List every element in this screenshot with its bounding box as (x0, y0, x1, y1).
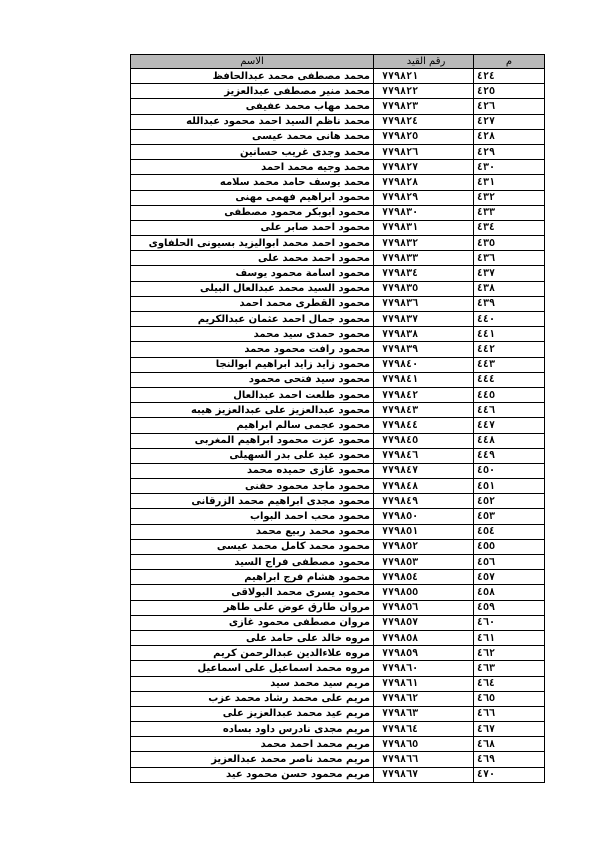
row-serial-number: ٤٢٨ (474, 129, 545, 144)
table-row (131, 312, 545, 327)
row-name: مريم محمود حسن محمود عيد (131, 767, 374, 782)
row-serial-number: ٤٥٦ (474, 555, 545, 570)
row-name: محمود جمال احمد عثمان عبدالكريم (131, 312, 374, 327)
header-serial-number: م (474, 55, 545, 69)
table-row (131, 357, 545, 372)
row-registration-number: ٧٧٩٨٥٨ (374, 630, 474, 645)
row-serial-number: ٤٤٥ (474, 387, 545, 402)
row-name: محمود محمد كامل محمد عيسى (131, 539, 374, 554)
table-row (131, 767, 545, 782)
row-serial-number: ٤٢٥ (474, 84, 545, 99)
row-name: مروان طارق عوض على طاهر (131, 600, 374, 615)
table-row (131, 205, 545, 220)
table-row (131, 403, 545, 418)
row-serial-number: ٤٤٢ (474, 342, 545, 357)
table-row (131, 220, 545, 235)
table-row (131, 418, 545, 433)
row-serial-number: ٤٢٧ (474, 114, 545, 129)
table-row (131, 160, 545, 175)
row-name: مروه علاءالدين عبدالرحمن كريم (131, 646, 374, 661)
table-row (131, 281, 545, 296)
table-row (131, 661, 545, 676)
row-registration-number: ٧٧٩٨٦٠ (374, 661, 474, 676)
row-registration-number: ٧٧٩٨٢٦ (374, 144, 474, 159)
row-registration-number: ٧٧٩٨٣٤ (374, 266, 474, 281)
row-name: محمد منير مصطفى عبدالعزيز (131, 84, 374, 99)
row-registration-number: ٧٧٩٨٢٤ (374, 114, 474, 129)
row-name: مروه محمد اسماعيل على اسماعيل (131, 661, 374, 676)
row-name: مروان مصطفى محمود غازى (131, 615, 374, 630)
row-registration-number: ٧٧٩٨٥٦ (374, 600, 474, 615)
row-serial-number: ٤٤٣ (474, 357, 545, 372)
row-serial-number: ٤٦٢ (474, 646, 545, 661)
row-registration-number: ٧٧٩٨٢٥ (374, 129, 474, 144)
row-serial-number: ٤٥١ (474, 479, 545, 494)
row-registration-number: ٧٧٩٨٣٢ (374, 236, 474, 251)
table-row (131, 266, 545, 281)
row-serial-number: ٤٣٤ (474, 220, 545, 235)
names-table (130, 54, 545, 783)
table-row (131, 676, 545, 691)
row-registration-number: ٧٧٩٨٤٩ (374, 494, 474, 509)
row-serial-number: ٤٣٠ (474, 160, 545, 175)
row-name: محمود زايد زايد ابراهيم ابوالنجا (131, 357, 374, 372)
table-body (131, 69, 545, 783)
row-name: مريم مجدى نادرس داود بساده (131, 722, 374, 737)
table-row (131, 342, 545, 357)
row-name: محمود محب احمد البواب (131, 509, 374, 524)
table-row (131, 69, 545, 84)
row-registration-number: ٧٧٩٨٣٠ (374, 205, 474, 220)
row-registration-number: ٧٧٩٨٦٧ (374, 767, 474, 782)
row-name: محمود احمد محمد ابواليزيد بسيونى الحلفاوى (131, 236, 374, 251)
row-name: محمود عيد على بدر السهيلى (131, 448, 374, 463)
row-name: محمود ماجد محمود حفنى (131, 479, 374, 494)
table-row (131, 327, 545, 342)
row-serial-number: ٤٦٩ (474, 752, 545, 767)
table-row (131, 372, 545, 387)
table-row (131, 433, 545, 448)
row-serial-number: ٤٣٥ (474, 236, 545, 251)
row-serial-number: ٤٣٩ (474, 296, 545, 311)
row-name: مريم سيد محمد سيد (131, 676, 374, 691)
row-serial-number: ٤٦٣ (474, 661, 545, 676)
row-name: محمود عبدالعزيز على عبدالعزيز هيبه (131, 403, 374, 418)
row-name: محمود هشام فرج ابراهيم (131, 570, 374, 585)
row-registration-number: ٧٧٩٨٥٤ (374, 570, 474, 585)
row-serial-number: ٤٥٧ (474, 570, 545, 585)
row-serial-number: ٤٦٠ (474, 615, 545, 630)
row-registration-number: ٧٧٩٨٢٢ (374, 84, 474, 99)
row-name: محمد مصطفى محمد عبدالحافظ (131, 69, 374, 84)
row-serial-number: ٤٤٧ (474, 418, 545, 433)
row-registration-number: ٧٧٩٨٣٨ (374, 327, 474, 342)
row-serial-number: ٤٤٤ (474, 372, 545, 387)
row-serial-number: ٤٥٣ (474, 509, 545, 524)
row-registration-number: ٧٧٩٨٥٢ (374, 539, 474, 554)
row-name: مريم محمد احمد محمد (131, 737, 374, 752)
table-row (131, 555, 545, 570)
table-row (131, 737, 545, 752)
row-serial-number: ٤٣٦ (474, 251, 545, 266)
table-row (131, 615, 545, 630)
row-serial-number: ٤٣٢ (474, 190, 545, 205)
row-serial-number: ٤٣٧ (474, 266, 545, 281)
row-registration-number: ٧٧٩٨٤٠ (374, 357, 474, 372)
row-name: مريم عيد محمد عبدالعزيز على (131, 706, 374, 721)
header-registration-number: رقم القيد (374, 55, 474, 69)
row-registration-number: ٧٧٩٨٦٥ (374, 737, 474, 752)
table-row (131, 144, 545, 159)
table-row (131, 296, 545, 311)
row-serial-number: ٤٤٨ (474, 433, 545, 448)
row-serial-number: ٤٥٨ (474, 585, 545, 600)
row-name: محمود محمد ربيع محمد (131, 524, 374, 539)
row-name: محمود يسرى محمد البولاقى (131, 585, 374, 600)
row-serial-number: ٤٦٦ (474, 706, 545, 721)
row-name: مريم محمد ناصر محمد عبدالعزيز (131, 752, 374, 767)
row-registration-number: ٧٧٩٨٢٣ (374, 99, 474, 114)
row-name: محمود سيد فتحى محمود (131, 372, 374, 387)
row-name: محمود طلعت احمد عبدالعال (131, 387, 374, 402)
row-registration-number: ٧٧٩٨٤٧ (374, 463, 474, 478)
table-row (131, 236, 545, 251)
row-name: محمود القطرى محمد احمد (131, 296, 374, 311)
row-registration-number: ٧٧٩٨٤٣ (374, 403, 474, 418)
row-serial-number: ٤٦٤ (474, 676, 545, 691)
row-name: محمود مصطفى فراج السيد (131, 555, 374, 570)
row-serial-number: ٤٦٥ (474, 691, 545, 706)
table-row (131, 706, 545, 721)
table-row (131, 190, 545, 205)
row-serial-number: ٤٢٩ (474, 144, 545, 159)
row-name: محمود غازى حميده محمد (131, 463, 374, 478)
row-serial-number: ٤٤٦ (474, 403, 545, 418)
row-registration-number: ٧٧٩٨٦١ (374, 676, 474, 691)
row-serial-number: ٤٦١ (474, 630, 545, 645)
row-name: محمد وجيه محمد احمد (131, 160, 374, 175)
row-registration-number: ٧٧٩٨٦٤ (374, 722, 474, 737)
table-row (131, 691, 545, 706)
row-serial-number: ٤٣٣ (474, 205, 545, 220)
row-name: محمود احمد صابر على (131, 220, 374, 235)
row-name: محمد ناظم السيد احمد محمود عبدالله (131, 114, 374, 129)
row-registration-number: ٧٧٩٨٥١ (374, 524, 474, 539)
table-row (131, 463, 545, 478)
row-registration-number: ٧٧٩٨٤٨ (374, 479, 474, 494)
row-registration-number: ٧٧٩٨٢١ (374, 69, 474, 84)
row-registration-number: ٧٧٩٨٥٩ (374, 646, 474, 661)
row-name: محمود عجمى سالم ابراهيم (131, 418, 374, 433)
row-name: مريم على محمد رشاد محمد عزب (131, 691, 374, 706)
row-name: محمد مهاب محمد عفيفى (131, 99, 374, 114)
row-registration-number: ٧٧٩٨٢٧ (374, 160, 474, 175)
header-name: الاسم (131, 55, 374, 69)
table-row (131, 448, 545, 463)
table-row (131, 114, 545, 129)
row-registration-number: ٧٧٩٨٤٥ (374, 433, 474, 448)
row-name: محمد يوسف حامد محمد سلامه (131, 175, 374, 190)
row-name: محمود السيد محمد عبدالعال البيلى (131, 281, 374, 296)
row-registration-number: ٧٧٩٨٥٣ (374, 555, 474, 570)
row-name: محمود حمدى سيد محمد (131, 327, 374, 342)
row-registration-number: ٧٧٩٨٣٩ (374, 342, 474, 357)
row-serial-number: ٤٤٩ (474, 448, 545, 463)
row-registration-number: ٧٧٩٨٣٧ (374, 312, 474, 327)
row-name: محمود رافت محمود محمد (131, 342, 374, 357)
table-row (131, 251, 545, 266)
row-serial-number: ٤٦٧ (474, 722, 545, 737)
table-header-row (131, 55, 545, 69)
table-row (131, 600, 545, 615)
row-name: محمد هانى محمد عيسى (131, 129, 374, 144)
table-row (131, 630, 545, 645)
row-registration-number: ٧٧٩٨٢٩ (374, 190, 474, 205)
row-serial-number: ٤٧٠ (474, 767, 545, 782)
row-name: محمود اسامة محمود يوسف (131, 266, 374, 281)
row-registration-number: ٧٧٩٨٦٣ (374, 706, 474, 721)
row-registration-number: ٧٧٩٨٤٢ (374, 387, 474, 402)
table-row (131, 722, 545, 737)
row-registration-number: ٧٧٩٨٣٥ (374, 281, 474, 296)
table-row (131, 539, 545, 554)
table-row (131, 129, 545, 144)
row-serial-number: ٤٥٩ (474, 600, 545, 615)
table-row (131, 585, 545, 600)
row-registration-number: ٧٧٩٨٢٨ (374, 175, 474, 190)
row-serial-number: ٤٥٥ (474, 539, 545, 554)
row-serial-number: ٤٣١ (474, 175, 545, 190)
row-registration-number: ٧٧٩٨٥٧ (374, 615, 474, 630)
row-name: محمود عزت محمود ابراهيم المغربى (131, 433, 374, 448)
row-serial-number: ٤٦٨ (474, 737, 545, 752)
table-row (131, 99, 545, 114)
table-row (131, 479, 545, 494)
row-serial-number: ٤٤١ (474, 327, 545, 342)
row-registration-number: ٧٧٩٨٣٦ (374, 296, 474, 311)
row-registration-number: ٧٧٩٨٦٦ (374, 752, 474, 767)
table-row (131, 387, 545, 402)
row-serial-number: ٤٥٤ (474, 524, 545, 539)
row-serial-number: ٤٥٢ (474, 494, 545, 509)
row-name: محمود مجدى ابراهيم محمد الزرقانى (131, 494, 374, 509)
table-row (131, 509, 545, 524)
row-registration-number: ٧٧٩٨٥٠ (374, 509, 474, 524)
row-name: مروه خالد على حامد على (131, 630, 374, 645)
row-name: محمود ابوبكر محمود مصطفى (131, 205, 374, 220)
row-registration-number: ٧٧٩٨٤١ (374, 372, 474, 387)
table-row (131, 752, 545, 767)
row-registration-number: ٧٧٩٨٣١ (374, 220, 474, 235)
row-serial-number: ٤٥٠ (474, 463, 545, 478)
table-row (131, 84, 545, 99)
table-row (131, 175, 545, 190)
row-registration-number: ٧٧٩٨٤٦ (374, 448, 474, 463)
table-row (131, 646, 545, 661)
row-registration-number: ٧٧٩٨٦٢ (374, 691, 474, 706)
row-serial-number: ٤٢٦ (474, 99, 545, 114)
row-serial-number: ٤٢٤ (474, 69, 545, 84)
row-registration-number: ٧٧٩٨٥٥ (374, 585, 474, 600)
table-row (131, 570, 545, 585)
row-registration-number: ٧٧٩٨٣٣ (374, 251, 474, 266)
row-serial-number: ٤٤٠ (474, 312, 545, 327)
row-name: محمود احمد محمد على (131, 251, 374, 266)
row-name: محمود ابراهيم فهمى مهنى (131, 190, 374, 205)
table-row (131, 524, 545, 539)
row-name: محمد وجدى غريب حسانين (131, 144, 374, 159)
table-row (131, 494, 545, 509)
row-serial-number: ٤٣٨ (474, 281, 545, 296)
row-registration-number: ٧٧٩٨٤٤ (374, 418, 474, 433)
